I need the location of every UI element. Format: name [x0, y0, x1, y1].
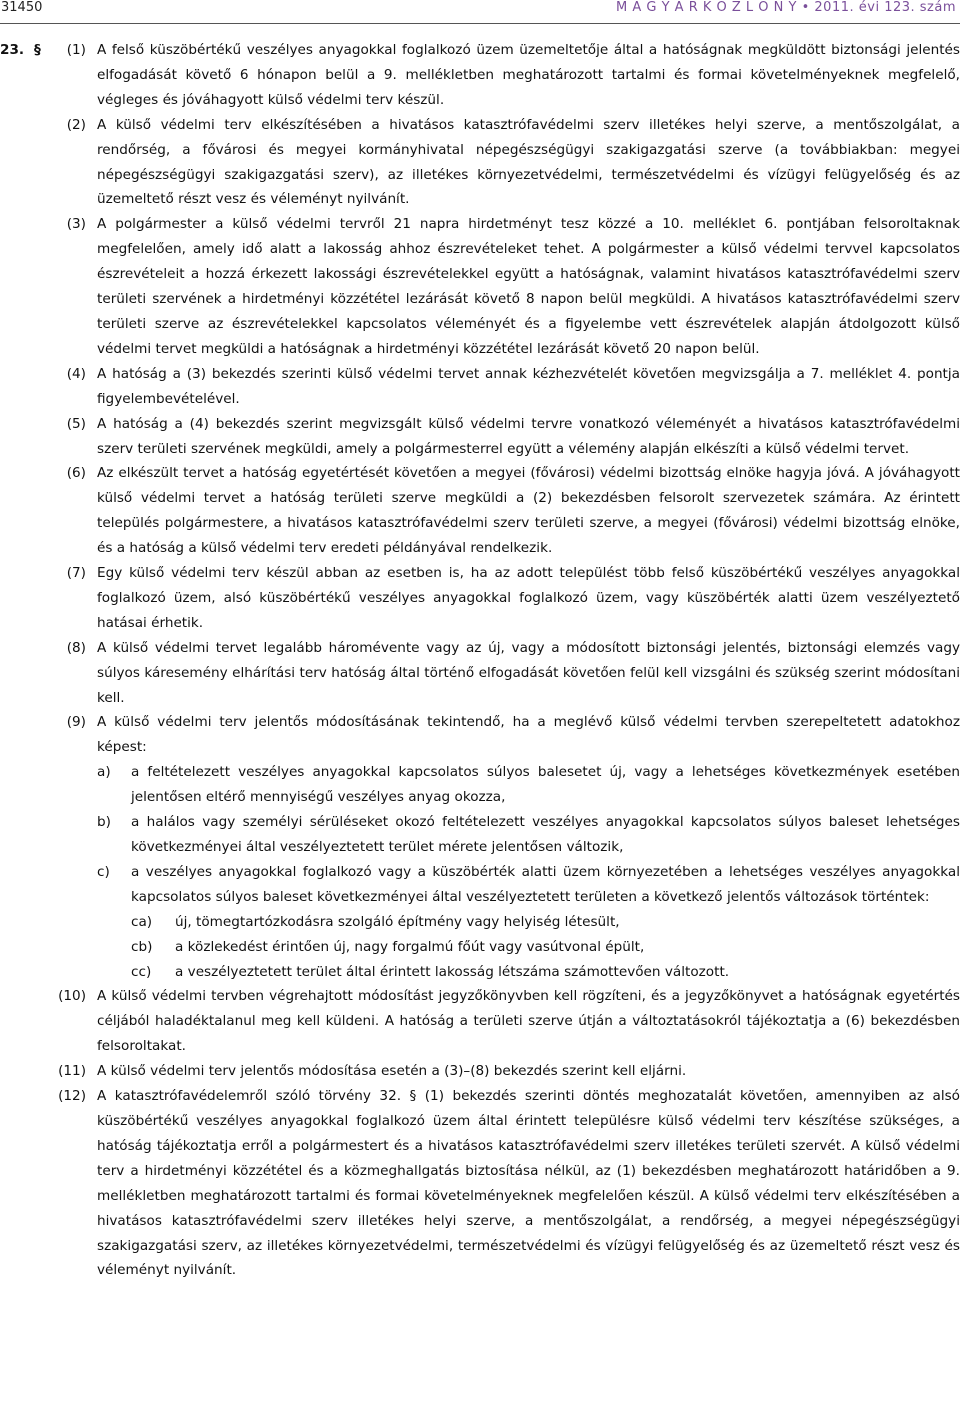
paragraph-number: (4) [66, 365, 86, 382]
paragraph-text: A felső küszöbértékű veszélyes anyagokkal foglalkozó üzem üzemeltetője által a hatóságnak megküldött biztonsági jelentés elfogadását követő 6 hónapon belül a 9. mellékletben meghatározott tartalmi és formai követelményeknek megfelelő, végleges és jóváhagyott külső védelmi terv készül. [97, 42, 960, 108]
point-a [0, 760, 960, 810]
page-header [0, 0, 960, 18]
paragraph-number: (5) [66, 415, 86, 432]
paragraph-10 [0, 984, 960, 1059]
paragraph-text: A hatóság a (3) bekezdés szerinti külső védelmi tervet annak kézhezvételét követően megvizsgálja a 7. melléklet 4. pontja figyelembevételével. [97, 365, 960, 407]
point-label: c) [97, 863, 110, 880]
paragraph-text: A külső védelmi terv elkészítésében a hivatásos katasztrófavédelmi szerv illetékes helyi szerve, a mentőszolgálat, a rendőrség, a fővárosi és megyei kormányhivatal népegészségügyi szakigazgatási szerve (a továbbiakban: megyei népegészségügyi szakigazgatási szerv), az illetékes környezetvédelmi, természetvédelmi és vízügyi felügyelőség és az üzemeltető részt vesz és véleményt nyilvánít. [97, 116, 960, 208]
point-label: b) [97, 814, 111, 831]
subpoint-text: a közlekedést érintően új, nagy forgalmú főút vagy vasútvonal épült, [175, 938, 645, 955]
paragraph-text: A külső védelmi terv jelentős módosításának tekintendő, ha a meglévő külső védelmi tervben szerepeltetett adatokhoz képest: [97, 714, 960, 756]
subpoint-text: új, tömegtartózkodásra szolgáló építmény vagy helyiség létesült, [175, 913, 620, 930]
point-label: a) [97, 764, 111, 781]
subpoint-cc [0, 960, 960, 985]
paragraph-number: (6) [66, 465, 86, 482]
paragraph-text: Egy külső védelmi terv készül abban az esetben is, ha az adott települést több felső küszöbértékű veszélyes anyagokkal foglalkozó üzem, alsó küszöbértékű veszélyes anyagokkal foglalkozó üzem, vagy küszöbérték alatti üzem veszélyeztető hatásai érhetik. [97, 565, 960, 631]
page-number: 31450 [1, 0, 43, 15]
subpoint-ca [0, 910, 960, 935]
paragraph-number: (8) [66, 639, 86, 656]
paragraph-text: A katasztrófavédelemről szóló törvény 32. § (1) bekezdés szerinti döntés meghozatalát követően, amennyiben az alsó küszöbértékű veszélyes anyagokkal foglalkozó üzem által érintett településre külső védelmi terv készítése szükséges, a hatóság tájékoztatja erről a polgármestert és a hivatásos katasztrófavédelmi szerv illetékes területi szervét. A külső védelmi terv a hirdetményi közzététel és a közmeghallgatás biztosítása nélkül, az (1) bekezdésben meghatározott határidőben a 9. mellékletben meghatározott tartalmi és formai követelményeknek megfelelően készül. A külső védelmi terv elkészítésében a hivatásos katasztrófavédelmi szerv illetékes helyi szerve, a mentőszolgálat, a rendőrség, a megyei népegészségügyi szakigazgatási szerv, az illetékes környezetvédelmi, természetvédelmi és vízügyi felügyelőség és az üzemeltető részt vesz és véleményt nyilvánít. [97, 1088, 960, 1279]
paragraph-text: A polgármester a külső védelmi tervről 21 napra hirdetményt tesz közzé a 10. melléklet 6. pontjában felsoroltaknak megfelelően, amely idő alatt a lakosság ahhoz észrevételeket tehet. A polgármester a külső védelmi tervvel kapcsolatos észrevételeit a hozzá érkezett lakossági észrevételekkel együtt a hatóságnak, valamint hivatásos katasztrófavédelmi szerv területi szervének a hirdetményi közzététel lezárását követő 8 napon belül megküldi. A hivatásos katasztrófavédelmi szerv területi szerve az észrevételekkel kapcsolatos véleményét és a figyelembe vett észrevételek alapján átdolgozott külső védelmi tervet megküldi a hatóságnak a hirdetményi közzététel lezárását követő 20 napon belül. [97, 216, 960, 357]
point-text: a halálos vagy személyi sérüléseket okozó feltételezett veszélyes anyagokkal kapcsolatos súlyos baleset lehetséges következményei által veszélyeztetett terület mérete jelentősen változik, [131, 814, 960, 855]
paragraph-number: (2) [66, 116, 86, 133]
paragraph-number: (9) [66, 714, 86, 731]
paragraph-number: (11) [58, 1063, 86, 1080]
paragraph-number: (1) [66, 42, 86, 58]
paragraph-9 [0, 710, 960, 760]
section-number: 23. [0, 42, 25, 58]
paragraph-5 [0, 412, 960, 462]
paragraph-3 [0, 212, 960, 361]
paragraph-4 [0, 362, 960, 412]
subpoint-label: ca) [131, 913, 153, 930]
paragraph-12 [0, 1084, 960, 1283]
paragraph-number: (12) [58, 1088, 86, 1105]
paragraph-number: (10) [58, 988, 86, 1005]
paragraph-6 [0, 461, 960, 561]
paragraph-text: A külső védelmi terv jelentős módosítása esetén a (3)–(8) bekezdés szerint kell eljárni. [97, 1063, 687, 1080]
paragraph-11 [0, 1059, 960, 1084]
point-text: a veszélyes anyagokkal foglalkozó vagy a küszöbérték alatti üzem környezetében a lehetséges veszélyes anyagokkal kapcsolatos súlyos baleset következményei által veszélyeztetett területen a következő jelentős változások történtek: [131, 863, 960, 905]
paragraph-2 [0, 113, 960, 213]
subpoint-cb [0, 935, 960, 960]
point-c [0, 860, 960, 910]
section-symbol: § [34, 42, 41, 58]
subpoint-label: cb) [131, 938, 153, 955]
paragraph-number: (3) [66, 216, 86, 233]
paragraph-7 [0, 561, 960, 636]
document-body [0, 38, 960, 1283]
subpoint-label: cc) [131, 963, 152, 980]
paragraph-1 [0, 38, 960, 113]
paragraph-text: A hatóság a (4) bekezdés szerint megvizsgált külső védelmi tervre vonatkozó véleményét a hivatásos katasztrófavédelmi szerv területi szervének megküldi, amely a polgármesterrel együtt a vélemény alapján elkészíti a külső védelmi tervet. [97, 415, 960, 457]
paragraph-8 [0, 636, 960, 711]
paragraph-text: Az elkészült tervet a hatóság egyetértését követően a megyei (fővárosi) védelmi bizottság elnöke hagyja jóvá. A jóváhagyott külső védelmi tervet a hatóság területi szerve megküldi a (2) bekezdésben felsorolt szervezetek számára. Az érintett település polgármestere, a hivatásos katasztrófavédelmi szerv területi szerve, a megyei (fővárosi) védelmi bizottság elnöke, és a hatóság a külső védelmi terv eredeti példányával rendelkezik. [97, 465, 960, 557]
subpoint-text: a veszélyeztetett terület által érintett lakosság létszáma számottevően változott. [175, 963, 730, 980]
point-b [0, 810, 960, 860]
paragraph-number: (7) [66, 565, 86, 582]
paragraph-text: A külső védelmi tervben végrehajtott módosítást jegyzőkönyvben kell rögzíteni, és a jegyzőkönyvet a hatóságnak egyetértés céljából haladéktalanul meg kell küldeni. A hatóság a területi szerve útján a változtatásokról tájékoztatja a (6) bekezdésben felsoroltakat. [97, 988, 960, 1055]
paragraph-text: A külső védelmi tervet legalább háromévente vagy az új, vagy a módosított biztonsági jelentés, biztonsági elemzés vagy súlyos káresemény elhárítási terv hatóság által történő elfogadását követően felül kell vizsgálni és szükség szerint módosítani kell. [97, 639, 960, 706]
point-text: a feltételezett veszélyes anyagokkal kapcsolatos súlyos balesetet új, vagy a lehetséges következmények esetében jelentősen eltérő mennyiségű veszélyes anyag okozza, [131, 764, 960, 806]
header-rule [0, 23, 960, 24]
journal-title: M A G Y A R K Ö Z L Ö N Y • 2011. évi 123. szám [616, 0, 956, 15]
